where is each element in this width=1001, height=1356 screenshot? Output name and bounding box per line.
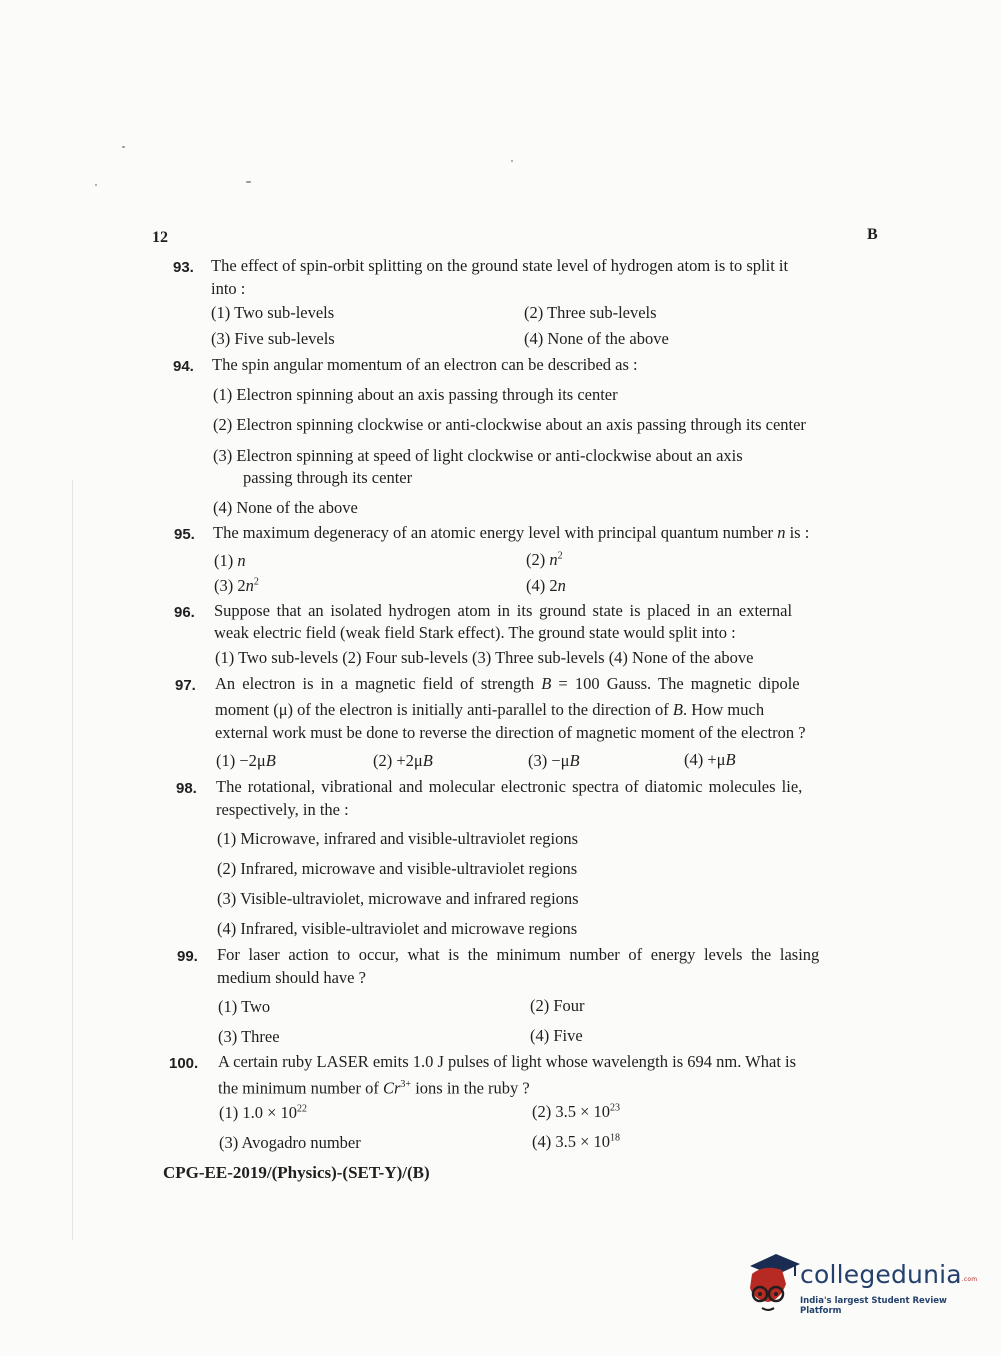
- option-1: (1) Two sub-levels: [211, 303, 335, 322]
- question-text: The spin angular momentum of an electron can be described as :: [212, 355, 638, 374]
- question-text: medium should have ?: [217, 968, 366, 987]
- question-number: 93.: [173, 259, 194, 276]
- option-4: (4) None of the above: [524, 329, 669, 348]
- option-1: (1) $1.0 \times 10^{22}$: [219, 1103, 308, 1122]
- option-2: (2) $n^2$: [526, 550, 563, 569]
- option-4: (4) Infrared, visible-ultraviolet and microwave regions: [217, 919, 578, 938]
- option-4: (4) Five: [530, 1026, 583, 1045]
- option-2: (2) +2μB: [373, 751, 433, 770]
- options-row: (1) Two sub-levels (2) Four sub-levels (3) Three sub-levels (4) None of the above: [215, 648, 754, 667]
- question-text: into :: [211, 279, 246, 298]
- question-text: The rotational, vibrational and molecular electronic spectra of diatomic molecules lie,: [216, 777, 803, 796]
- question-text: weak electric field (weak field Stark effect). The ground state would split into :: [214, 623, 736, 642]
- option-2: (2) Infrared, microwave and visible-ultraviolet regions: [217, 859, 578, 878]
- question-text: respectively, in the :: [216, 800, 349, 819]
- question-number: 99.: [177, 948, 198, 965]
- option-4: (4) 2n: [526, 576, 566, 595]
- question-text: A certain ruby LASER emits 1.0 J pulses of light whose wavelength is 694 nm. What is: [218, 1052, 797, 1071]
- logo-tagline: India's largest Student Review Platform: [800, 1296, 947, 1316]
- option-3: (3) Five sub-levels: [211, 329, 335, 348]
- question-number: 100.: [169, 1055, 199, 1072]
- option-3: (3) Three: [218, 1027, 280, 1046]
- question-text: Suppose that an isolated hydrogen atom in its ground state is placed in an external: [214, 601, 793, 620]
- scan-margin-line: [72, 480, 73, 1240]
- question-text: An electron is in a magnetic field of strength B = 100 Gauss. The magnetic dipole: [215, 674, 800, 693]
- option-3: (3) Avogadro number: [219, 1133, 361, 1152]
- question-number: 95.: [174, 526, 195, 543]
- mascot-icon: [742, 1250, 802, 1316]
- question-text: For laser action to occur, what is the minimum number of energy levels the lasing: [217, 945, 820, 964]
- option-3-continued: passing through its center: [243, 468, 413, 487]
- option-4: (4) +μB: [684, 750, 736, 769]
- option-3: (3) $2n^2$: [214, 576, 259, 595]
- option-2: (2) $3.5 \times 10^{23}$: [532, 1102, 621, 1121]
- question-text: moment (μ) of the electron is initially anti-parallel to the direction of B. How much: [215, 700, 765, 719]
- option-1: (1) Electron spinning about an axis passing through its center: [213, 385, 618, 404]
- option-1: (1) Microwave, infrared and visible-ultraviolet regions: [217, 829, 579, 848]
- scan-speck: [95, 184, 97, 186]
- logo-name: collegedunia.com: [800, 1260, 978, 1289]
- option-3: (3) −μB: [528, 751, 580, 770]
- option-4: (4) $3.5 \times 10^{18}$: [532, 1132, 621, 1151]
- collegedunia-logo: [742, 1250, 978, 1320]
- option-3: (3) Visible-ultraviolet, microwave and infrared regions: [217, 889, 579, 908]
- option-4: (4) None of the above: [213, 498, 358, 517]
- scan-speck: [246, 181, 251, 183]
- question-text: external work must be done to reverse the direction of magnetic moment of the electron ?: [215, 723, 806, 742]
- question-number: 96.: [174, 604, 195, 621]
- option-3: (3) Electron spinning at speed of light clockwise or anti-clockwise about an axis: [213, 446, 743, 465]
- option-2: (2) Three sub-levels: [524, 303, 657, 322]
- question-number: 97.: [175, 677, 196, 694]
- option-1: (1) −2μB: [216, 751, 276, 770]
- question-number: 98.: [176, 780, 197, 797]
- scan-speck: [511, 160, 513, 162]
- option-2: (2) Four: [530, 996, 585, 1015]
- question-number: 94.: [173, 358, 194, 375]
- question-text: the minimum number of $Cr^{3+}$ ions in the ruby ?: [218, 1078, 530, 1098]
- option-2: (2) Electron spinning clockwise or anti-clockwise about an axis passing through its center: [213, 415, 806, 434]
- page-number: 12: [152, 229, 168, 246]
- question-text: The maximum degeneracy of an atomic energy level with principal quantum number n is :: [213, 523, 810, 542]
- question-text: The effect of spin-orbit splitting on the ground state level of hydrogen atom is to split it: [211, 256, 789, 275]
- option-1: (1) Two: [218, 997, 271, 1016]
- set-code: B: [867, 226, 878, 243]
- paper-code: CPG-EE-2019/(Physics)-(SET-Y)/(B): [163, 1163, 430, 1182]
- option-1: (1) n: [214, 551, 246, 570]
- scan-speck: [122, 146, 125, 148]
